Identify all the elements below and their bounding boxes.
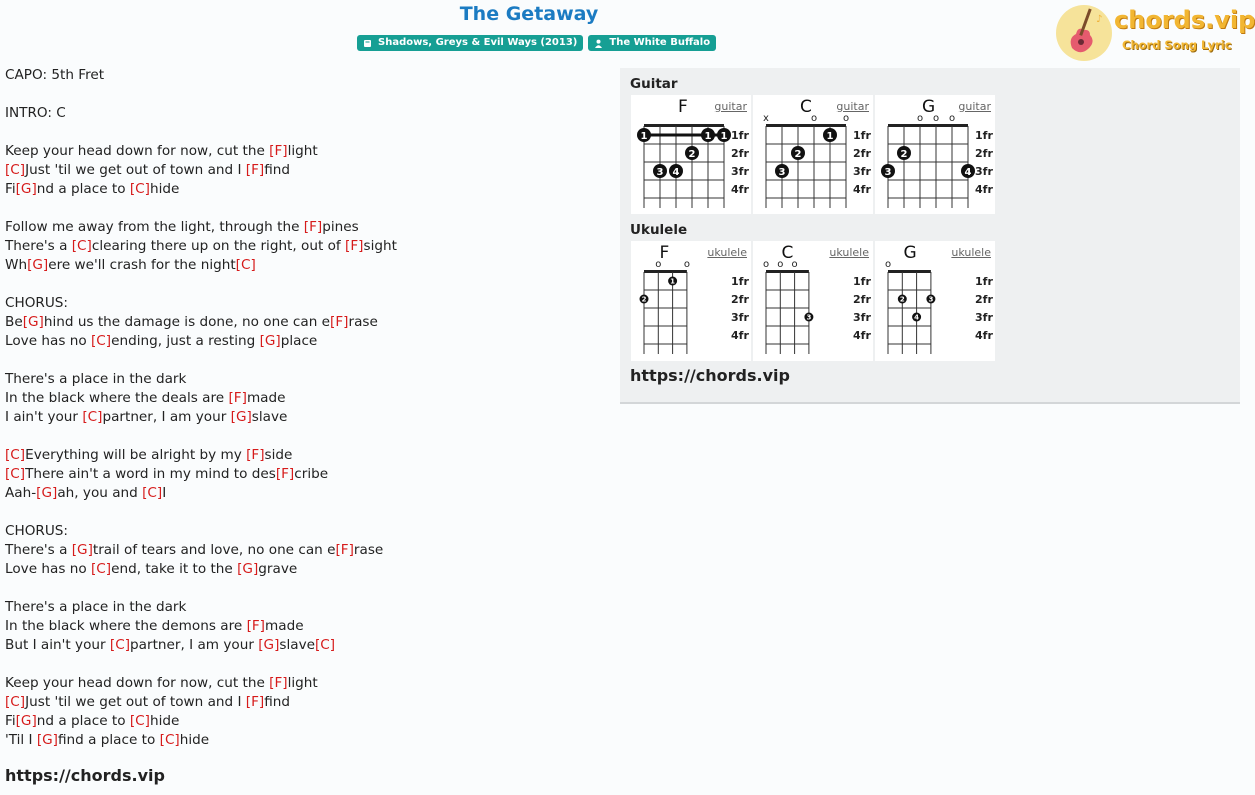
lyric-text: In the black where the demons are (5, 618, 247, 634)
lyric-text: partner, I am your (102, 409, 231, 425)
lyric-text: Follow me away from the light, through the (5, 219, 304, 235)
lyric-line (5, 731, 397, 750)
fretboard (631, 241, 751, 361)
lyric-line (5, 104, 397, 123)
lyric-line (5, 484, 397, 503)
lyric-text: Fi (5, 181, 16, 197)
lyric-line (5, 617, 397, 636)
lyric-text: Fi (5, 713, 16, 729)
lyric-text: place (280, 333, 318, 349)
lyric-line (5, 332, 397, 351)
lyric-line (5, 256, 397, 275)
site-logo[interactable] (1056, 2, 1255, 64)
fretboard (753, 241, 873, 361)
open-marker: o (810, 113, 818, 124)
fret-label: 2fr (731, 147, 749, 160)
fret-label: 3fr (975, 311, 993, 324)
fret-label: 3fr (731, 311, 749, 324)
chord-marker[interactable]: [C] (82, 409, 103, 425)
chord-marker[interactable]: [C] (159, 732, 180, 748)
chord-marker[interactable]: [C] (129, 713, 150, 729)
lyric-line (5, 142, 397, 161)
lyric-line (5, 712, 397, 731)
lyric-text: But I ain't your (5, 637, 110, 653)
fret-label: 4fr (731, 183, 749, 196)
book-icon (363, 39, 372, 48)
album-tag-label: Shadows, Greys & Evil Ways (2013) (378, 37, 578, 48)
chord-name: C (781, 243, 794, 263)
lyric-text: 'Til I (5, 732, 37, 748)
chord-marker[interactable]: [F] (228, 390, 247, 406)
lyric-text: There's a (5, 238, 72, 254)
chord-diagram-panel (620, 68, 1240, 404)
fretboard (875, 241, 995, 361)
ukulele-chord-F[interactable] (631, 241, 751, 361)
lyric-text: made (265, 618, 304, 634)
lyric-text: There's a place in the dark (5, 371, 187, 387)
nut (766, 270, 809, 273)
guitar-chord-F[interactable] (631, 95, 751, 214)
open-marker: o (916, 113, 924, 124)
ukulele-link[interactable]: ukulele (707, 246, 747, 259)
chord-marker[interactable]: [F] (303, 219, 323, 235)
nut (888, 124, 968, 127)
fret-label: 4fr (853, 329, 871, 342)
lyric-text: slave (279, 637, 315, 653)
open-marker: o (842, 113, 850, 124)
chord-marker[interactable]: [F] (246, 618, 265, 634)
fret-label: 1fr (731, 129, 749, 142)
lyric-text: Just 'til we get out of town and I (25, 694, 246, 710)
fret-label: 3fr (975, 165, 993, 178)
lyric-text: I ain't your (5, 409, 83, 425)
lyric-text: Keep your head down for now, cut the (5, 675, 270, 691)
blank-line (5, 503, 397, 522)
fret-label: 2fr (853, 147, 871, 160)
lyric-text: nd a place to (36, 181, 130, 197)
lyric-text: rase (348, 314, 378, 330)
user-icon (594, 39, 603, 48)
chord-marker[interactable]: [F] (335, 542, 354, 558)
chord-marker[interactable]: [F] (269, 675, 288, 691)
guitar-section-label: Guitar (630, 76, 678, 92)
blank-line (5, 655, 397, 674)
chord-marker[interactable]: [F] (269, 143, 288, 159)
lyric-line (5, 370, 397, 389)
chord-marker[interactable]: [C] (5, 447, 26, 463)
chord-marker[interactable]: [G] (71, 542, 93, 558)
fret-label: 2fr (975, 293, 993, 306)
chord-marker[interactable]: [G] (15, 181, 37, 197)
panel-url[interactable]: https://chords.vip (630, 366, 790, 385)
ukulele-link[interactable]: ukulele (829, 246, 869, 259)
guitar-chord-C[interactable] (753, 95, 873, 214)
lyric-text: CHORUS: (5, 295, 69, 311)
lyric-text: Be (5, 314, 23, 330)
chord-name: C (800, 97, 812, 117)
chord-name: G (903, 243, 917, 263)
chord-marker[interactable]: [G] (237, 561, 259, 577)
finger-number: 4 (964, 167, 972, 178)
lyric-text: light (287, 143, 318, 159)
finger-number: 2 (899, 295, 905, 304)
album-tag[interactable] (357, 35, 583, 51)
lyric-line (5, 598, 397, 617)
lyric-line (5, 465, 397, 484)
finger-number: 2 (641, 295, 647, 304)
chord-marker[interactable]: [C] (5, 466, 26, 482)
open-marker: o (932, 113, 940, 124)
lyric-line (5, 161, 397, 180)
open-marker: o (777, 259, 784, 270)
fret-label: 1fr (975, 275, 993, 288)
chord-marker[interactable]: [G] (22, 314, 44, 330)
lyric-line (5, 180, 397, 199)
fret-label: 1fr (975, 129, 993, 142)
chord-marker[interactable]: [F] (246, 447, 265, 463)
lyric-text: side (264, 447, 293, 463)
fret-label: 4fr (975, 329, 993, 342)
lyric-text: I (162, 485, 167, 501)
finger-number: 2 (688, 149, 696, 160)
open-marker: o (791, 259, 798, 270)
nut (766, 124, 846, 127)
guitar-link[interactable]: guitar (958, 100, 991, 113)
lyric-text: CHORUS: (5, 523, 69, 539)
finger-number: 1 (670, 277, 676, 286)
open-marker: o (948, 113, 956, 124)
song-title: The Getaway (459, 3, 599, 25)
open-marker: o (884, 259, 892, 270)
lyric-text: light (287, 675, 318, 691)
lyric-text: hide (149, 181, 180, 197)
fret-label: 1fr (853, 129, 871, 142)
logo-text: chords.vip (1114, 6, 1255, 34)
blank-line (5, 351, 397, 370)
lyric-line (5, 693, 397, 712)
finger-number: 4 (914, 313, 920, 322)
lyric-text: find a place to (57, 732, 160, 748)
chord-marker[interactable]: [C] (142, 485, 163, 501)
ukulele-link[interactable]: ukulele (951, 246, 991, 259)
fret-label: 1fr (731, 275, 749, 288)
lyric-text: There's a place in the dark (5, 599, 187, 615)
lyric-line (5, 237, 397, 256)
ukulele-section-label: Ukulele (630, 222, 688, 238)
lyric-text: ah, you and (57, 485, 143, 501)
chord-marker[interactable]: [G] (230, 409, 252, 425)
chord-marker[interactable]: [C] (315, 637, 336, 653)
lyric-line (5, 541, 397, 560)
ukulele-chord-C[interactable] (753, 241, 873, 361)
fret-label: 4fr (853, 183, 871, 196)
lyric-line (5, 313, 397, 332)
finger-number: 2 (900, 149, 908, 160)
chord-marker[interactable]: [F] (330, 314, 349, 330)
finger-number: 1 (826, 131, 834, 142)
lyric-text: trail of tears and love, no one can e (92, 542, 336, 558)
lyric-text: hind us the damage is done, no one can e (43, 314, 331, 330)
chord-marker[interactable]: [C] (235, 257, 256, 273)
finger-number: 3 (806, 313, 812, 322)
guitar-link[interactable]: guitar (836, 100, 869, 113)
chord-marker[interactable]: [G] (258, 637, 280, 653)
lyric-text: partner, I am your (130, 637, 259, 653)
fret-label: 1fr (853, 275, 871, 288)
chord-marker[interactable]: [F] (245, 162, 265, 178)
lyric-line (5, 218, 397, 237)
finger-number: 1 (720, 131, 728, 142)
blank-line (5, 85, 397, 104)
lyric-text: In the black where the deals are (5, 390, 229, 406)
svg-text:♪: ♪ (1096, 14, 1103, 25)
chord-marker[interactable]: [C] (90, 333, 112, 349)
lyric-text: Aah- (5, 485, 37, 501)
fret-label: 4fr (731, 329, 749, 342)
finger-number: 1 (640, 131, 648, 142)
blank-line (5, 275, 397, 294)
chord-marker[interactable]: [C] (5, 694, 26, 710)
fret-label: 4fr (975, 183, 993, 196)
fret-label: 2fr (853, 293, 871, 306)
lyric-text: nd a place to (36, 713, 130, 729)
lyric-text: find (264, 162, 291, 178)
lyric-line (5, 294, 397, 313)
lyric-text: pines (322, 219, 359, 235)
lyric-text: sight (363, 238, 397, 254)
chord-name: F (659, 243, 670, 263)
artist-tag[interactable] (588, 35, 716, 51)
guitar-link[interactable]: guitar (714, 100, 747, 113)
finger-number: 1 (704, 131, 712, 142)
lyric-text: Love has no (5, 561, 91, 577)
nut (644, 124, 724, 127)
blank-line (5, 123, 397, 142)
finger-number: 3 (928, 295, 934, 304)
blank-line (5, 579, 397, 598)
nut (888, 270, 931, 273)
open-marker: o (762, 259, 770, 270)
fretboard (631, 95, 751, 215)
chord-marker[interactable]: [F] (245, 694, 265, 710)
chord-marker[interactable]: [C] (90, 561, 112, 577)
blank-line (5, 199, 397, 218)
lyric-line (5, 446, 397, 465)
lyric-text: Wh (5, 257, 28, 273)
fretboard (753, 95, 873, 215)
lyric-text: Just 'til we get out of town and I (25, 162, 246, 178)
lyric-text: find (264, 694, 291, 710)
chord-marker[interactable]: [C] (129, 181, 150, 197)
chord-marker[interactable]: [G] (15, 713, 37, 729)
finger-number: 3 (656, 167, 664, 178)
lyric-line (5, 522, 397, 541)
lyric-text: rase (353, 542, 384, 558)
tag-list (357, 35, 716, 51)
lyric-text: slave (251, 409, 288, 425)
finger-number: 4 (672, 167, 680, 178)
chord-name: G (922, 97, 936, 117)
chord-marker[interactable]: [C] (71, 238, 92, 254)
fret-label: 2fr (975, 147, 993, 160)
lyric-text: hide (149, 713, 180, 729)
chord-marker[interactable]: [G] (259, 333, 281, 349)
logo-tagline: Chord Song Lyric (1122, 38, 1232, 52)
lyric-line (5, 66, 397, 85)
lyric-line (5, 636, 397, 655)
lyric-text: ending, just a resting (111, 333, 260, 349)
lyric-line (5, 408, 397, 427)
lyric-text: There ain't a word in my mind to des (25, 466, 276, 482)
blank-line (5, 427, 397, 446)
lyric-text: Love has no (5, 333, 91, 349)
artist-tag-label: The White Buffalo (609, 37, 711, 48)
lyric-text: cribe (294, 466, 329, 482)
lyric-text: end, take it to the (111, 561, 238, 577)
finger-number: 3 (884, 167, 892, 178)
open-marker: o (655, 259, 662, 270)
lyric-text: CAPO: 5th Fret (5, 67, 105, 83)
lyric-text: ere we'll crash for the night (48, 257, 236, 273)
guitar-chord-G[interactable] (875, 95, 995, 214)
chord-marker[interactable]: [F] (345, 238, 364, 254)
chord-marker[interactable]: [G] (36, 485, 58, 501)
lyric-text: hide (179, 732, 210, 748)
lyric-text: There's a (5, 542, 72, 558)
lyric-line (5, 560, 397, 579)
chord-marker[interactable]: [F] (275, 466, 295, 482)
finger-number: 2 (794, 149, 802, 160)
lyric-line (5, 674, 397, 693)
ukulele-chord-G[interactable] (875, 241, 995, 361)
lyric-text: Keep your head down for now, cut the (5, 143, 270, 159)
nut (644, 270, 687, 273)
mute-marker: x (763, 113, 769, 124)
lyric-text: INTRO: C (5, 105, 66, 121)
fret-label: 3fr (853, 165, 871, 178)
finger-number: 3 (778, 167, 786, 178)
chord-marker[interactable]: [C] (5, 162, 26, 178)
lyric-text: grave (258, 561, 298, 577)
fret-label: 3fr (853, 311, 871, 324)
fret-label: 2fr (731, 293, 749, 306)
open-marker: o (683, 259, 690, 270)
chord-name: F (678, 97, 688, 117)
lyric-text: made (246, 390, 286, 406)
lyric-text: clearing there up on the right, out of (91, 238, 346, 254)
lyrics-body (5, 66, 397, 750)
lyric-line (5, 389, 397, 408)
lyric-text: Everything will be alright by my (25, 447, 247, 463)
fret-label: 3fr (731, 165, 749, 178)
footer-url[interactable]: https://chords.vip (5, 766, 165, 785)
chord-marker[interactable]: [G] (36, 732, 58, 748)
chord-marker[interactable]: [G] (27, 257, 49, 273)
chord-marker[interactable]: [C] (109, 637, 131, 653)
